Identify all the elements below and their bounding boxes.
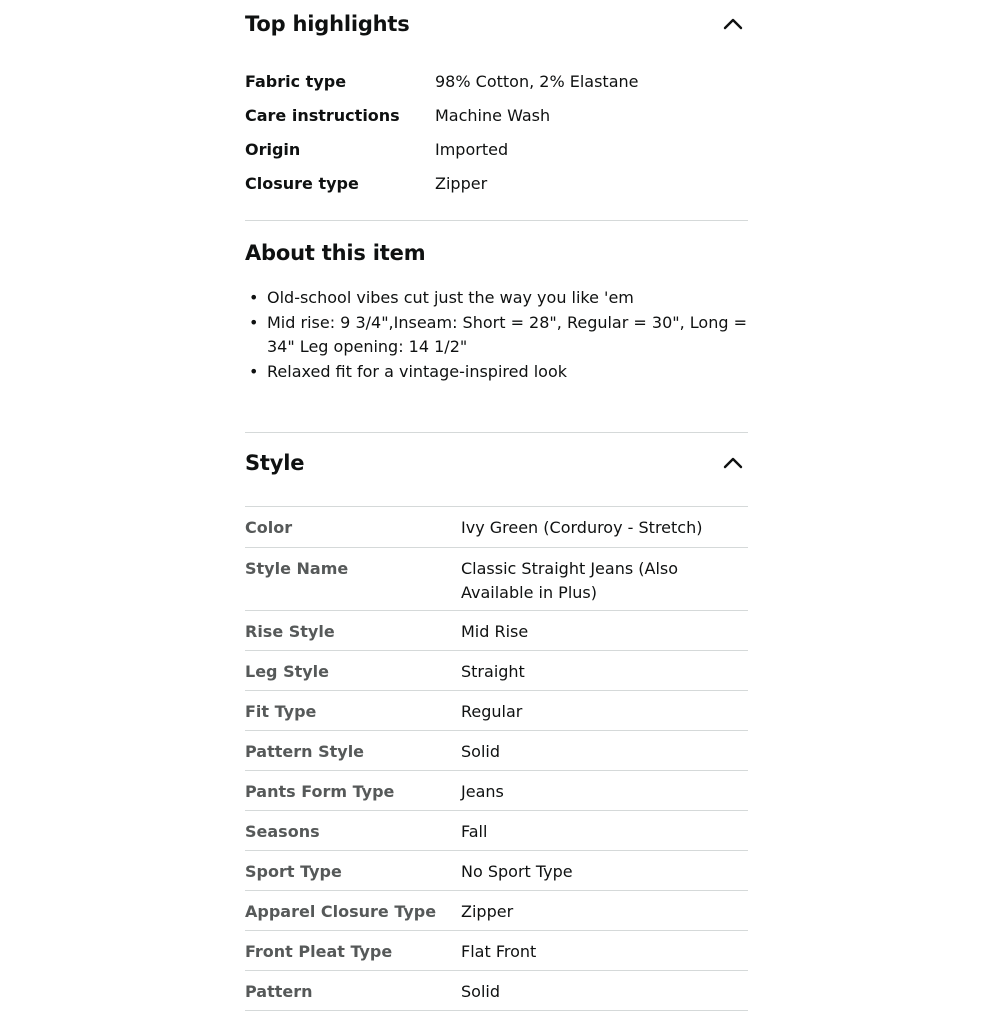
style-value: Fall	[461, 822, 488, 841]
style-value: Mid Rise	[461, 622, 529, 641]
style-row	[245, 611, 748, 651]
highlight-row	[245, 132, 748, 166]
style-value: Ivy Green (Corduroy - Stretch)	[461, 518, 703, 537]
style-label: Color	[245, 518, 293, 537]
style-row	[245, 811, 748, 851]
style-label: Pattern	[245, 982, 313, 1001]
highlight-value: Machine Wash	[435, 105, 551, 125]
chevron-up-icon[interactable]	[718, 13, 748, 35]
style-value: Zipper	[461, 902, 514, 921]
style-table	[245, 506, 748, 1011]
about-bullet: • Mid rise: 9 3/4",Inseam: Short = 28", Regular = 30", Long = 34" Leg opening: 14 1/2"	[267, 311, 748, 360]
style-row	[245, 691, 748, 731]
highlight-value: Imported	[435, 139, 509, 159]
highlight-row	[245, 166, 748, 200]
style-row	[245, 651, 748, 691]
style-row	[245, 971, 748, 1011]
style-row	[245, 851, 748, 891]
style-label: Sport Type	[245, 862, 342, 881]
section-divider	[245, 432, 748, 433]
highlight-value: Zipper	[435, 173, 488, 193]
style-value: Straight	[461, 662, 525, 681]
style-label: Rise Style	[245, 622, 335, 641]
style-label: Fit Type	[245, 702, 317, 721]
about-bullet: • Old-school vibes cut just the way you like 'em	[267, 286, 748, 311]
highlight-value: 98% Cotton, 2% Elastane	[435, 71, 639, 91]
highlight-label: Care instructions	[245, 105, 400, 125]
style-row	[245, 771, 748, 811]
about-this-item-title: About this item	[245, 241, 426, 265]
style-row	[245, 731, 748, 771]
style-row	[245, 931, 748, 971]
style-row	[245, 548, 748, 611]
style-label: Seasons	[245, 822, 320, 841]
highlight-label: Fabric type	[245, 71, 347, 91]
about-bullet-list	[245, 286, 748, 384]
style-value: Solid	[461, 982, 500, 1001]
highlight-label: Origin	[245, 139, 301, 159]
top-highlights-header[interactable]	[245, 6, 748, 42]
style-value: Jeans	[461, 782, 504, 801]
style-label: Front Pleat Type	[245, 942, 393, 961]
style-label: Pattern Style	[245, 742, 365, 761]
style-label: Pants Form Type	[245, 782, 395, 801]
style-row	[245, 891, 748, 931]
section-divider	[245, 220, 748, 221]
style-title: Style	[245, 451, 305, 475]
style-value: Flat Front	[461, 942, 537, 961]
style-row	[245, 507, 748, 548]
top-highlights-title: Top highlights	[245, 12, 410, 36]
style-value: No Sport Type	[461, 862, 573, 881]
style-value: Classic Straight Jeans (Also Available in Plus)	[461, 559, 679, 602]
style-label: Apparel Closure Type	[245, 902, 437, 921]
highlight-row	[245, 64, 748, 98]
top-highlights-table	[245, 64, 748, 200]
highlight-label: Closure type	[245, 173, 359, 193]
style-value: Regular	[461, 702, 523, 721]
about-bullet: • Relaxed fit for a vintage-inspired look	[267, 360, 748, 385]
chevron-up-icon[interactable]	[718, 452, 748, 474]
style-header[interactable]	[245, 445, 748, 481]
style-value: Solid	[461, 742, 500, 761]
style-label: Style Name	[245, 559, 349, 578]
highlight-row	[245, 98, 748, 132]
style-label: Leg Style	[245, 662, 330, 681]
